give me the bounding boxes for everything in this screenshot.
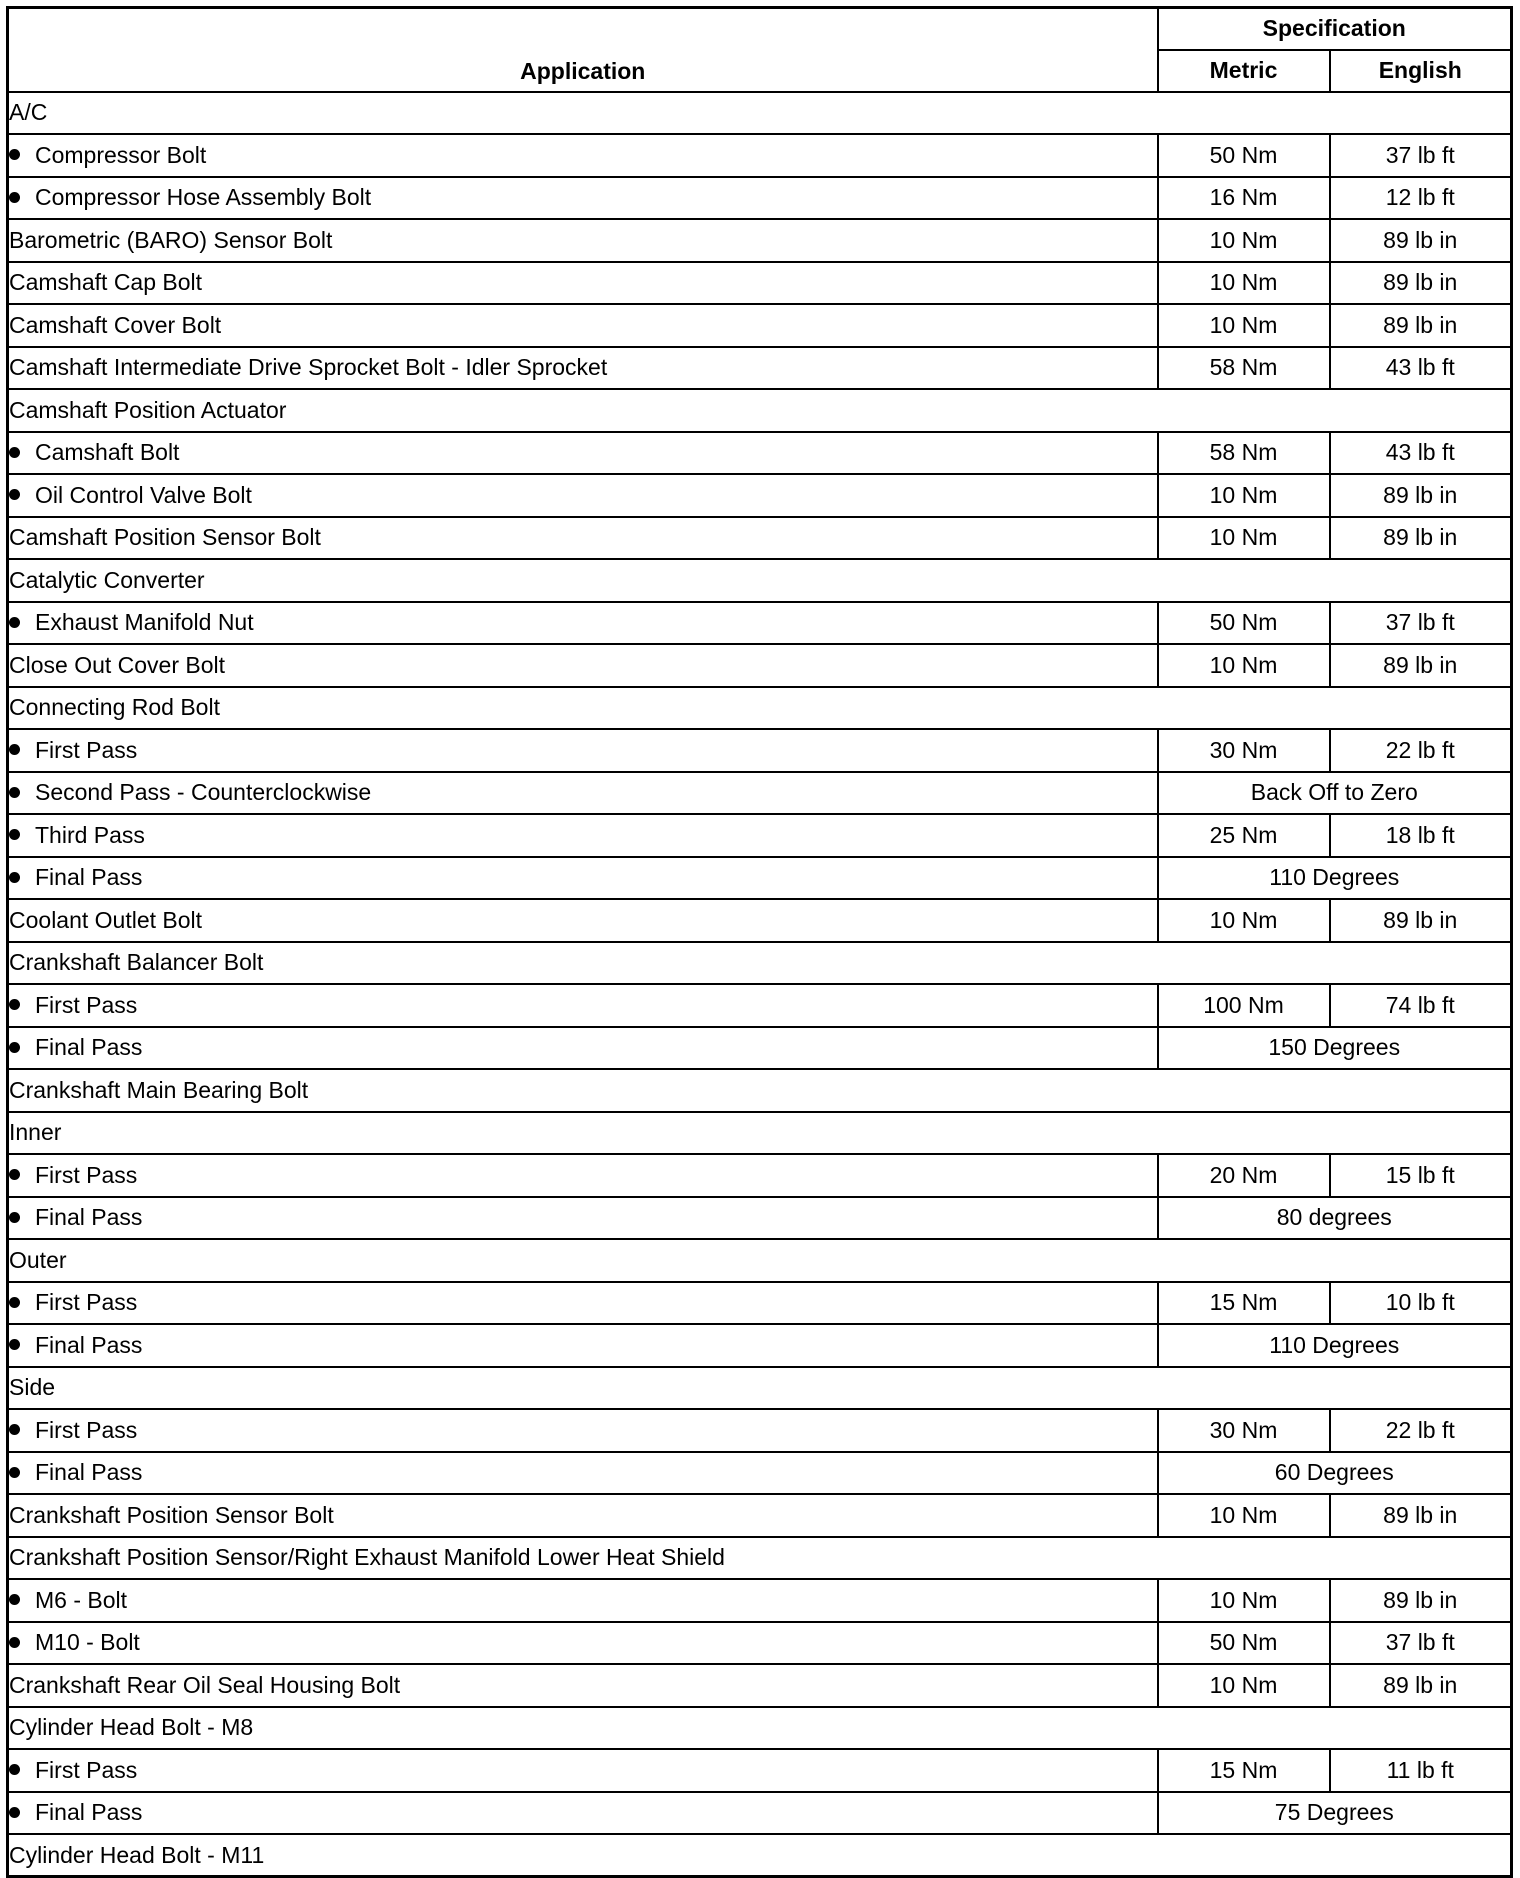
application-cell	[8, 1537, 1512, 1580]
english-value: 10 lb ft	[1330, 1282, 1512, 1325]
table-row	[8, 347, 1512, 390]
table-row	[8, 559, 1512, 602]
english-value: 89 lb in	[1330, 899, 1512, 942]
english-value: 43 lb ft	[1330, 432, 1512, 475]
metric-value: 15 Nm	[1158, 1749, 1330, 1792]
application-label: First Pass	[35, 1416, 138, 1443]
table-row	[8, 1452, 1512, 1495]
english-value: 43 lb ft	[1330, 347, 1512, 390]
application-label: First Pass	[35, 1289, 138, 1316]
table-row	[8, 134, 1512, 177]
application-cell	[8, 1494, 1158, 1537]
table-row	[8, 1069, 1512, 1112]
table-row	[8, 1282, 1512, 1325]
combined-spec-value: Back Off to Zero	[1158, 772, 1512, 815]
combined-spec-value: 150 Degrees	[1158, 1027, 1512, 1070]
metric-value: 25 Nm	[1158, 814, 1330, 857]
table-row	[8, 1579, 1512, 1622]
application-header: Application	[8, 8, 1158, 92]
application-cell	[8, 1452, 1158, 1495]
bullet-icon	[9, 744, 20, 755]
application-cell	[8, 559, 1512, 602]
table-row	[8, 92, 1512, 135]
application-cell	[8, 304, 1158, 347]
application-label: First Pass	[35, 736, 138, 763]
application-cell	[8, 1749, 1158, 1792]
bullet-icon	[9, 787, 20, 798]
application-cell	[8, 1112, 1512, 1155]
english-value: 22 lb ft	[1330, 1409, 1512, 1452]
metric-value: 100 Nm	[1158, 984, 1330, 1027]
application-label: Camshaft Position Sensor Bolt	[9, 524, 321, 551]
application-label: Compressor Hose Assembly Bolt	[35, 184, 372, 211]
application-cell	[8, 389, 1512, 432]
combined-spec-value: 110 Degrees	[1158, 1324, 1512, 1367]
application-label: Oil Control Valve Bolt	[35, 481, 252, 508]
application-cell	[8, 1409, 1158, 1452]
table-row	[8, 389, 1512, 432]
application-cell	[8, 1324, 1158, 1367]
application-label: Camshaft Position Actuator	[9, 396, 287, 423]
table-row	[8, 1324, 1512, 1367]
metric-value: 10 Nm	[1158, 304, 1330, 347]
english-value: 74 lb ft	[1330, 984, 1512, 1027]
table-row	[8, 772, 1512, 815]
application-label: Barometric (BARO) Sensor Bolt	[9, 226, 333, 253]
table-row	[8, 1707, 1512, 1750]
metric-value: 58 Nm	[1158, 432, 1330, 475]
application-cell	[8, 262, 1158, 305]
application-label: Final Pass	[35, 1204, 143, 1231]
bullet-icon	[9, 192, 20, 203]
application-label: Camshaft Bolt	[35, 439, 180, 466]
bullet-icon	[9, 489, 20, 500]
application-label: Third Pass	[35, 821, 145, 848]
table-row	[8, 1367, 1512, 1410]
application-cell	[8, 644, 1158, 687]
english-value: 89 lb in	[1330, 304, 1512, 347]
application-cell	[8, 899, 1158, 942]
table-row	[8, 687, 1512, 730]
english-value: 89 lb in	[1330, 1494, 1512, 1537]
bullet-icon	[9, 447, 20, 458]
bullet-icon	[9, 1212, 20, 1223]
table-row	[8, 304, 1512, 347]
table-row	[8, 474, 1512, 517]
english-value: 12 lb ft	[1330, 177, 1512, 220]
application-cell	[8, 814, 1158, 857]
metric-value: 10 Nm	[1158, 1494, 1330, 1537]
spec-table-body	[8, 92, 1512, 1877]
application-cell	[8, 347, 1158, 390]
application-label: Final Pass	[35, 1799, 143, 1826]
bullet-icon	[9, 1637, 20, 1648]
table-row	[8, 1749, 1512, 1792]
table-row	[8, 1622, 1512, 1665]
table-row	[8, 177, 1512, 220]
application-cell	[8, 1622, 1158, 1665]
metric-value: 50 Nm	[1158, 134, 1330, 177]
table-row	[8, 262, 1512, 305]
application-label: Final Pass	[35, 864, 143, 891]
table-row	[8, 899, 1512, 942]
metric-header: Metric	[1158, 50, 1330, 92]
english-header: English	[1330, 50, 1512, 92]
application-label: Crankshaft Main Bearing Bolt	[9, 1076, 309, 1103]
table-row	[8, 432, 1512, 475]
bullet-icon	[9, 1807, 20, 1818]
table-row	[8, 1197, 1512, 1240]
english-value: 89 lb in	[1330, 219, 1512, 262]
application-cell	[8, 1792, 1158, 1835]
application-cell	[8, 1579, 1158, 1622]
english-value: 89 lb in	[1330, 644, 1512, 687]
application-label: Final Pass	[35, 1034, 143, 1061]
bullet-icon	[9, 1467, 20, 1478]
application-cell	[8, 1664, 1158, 1707]
table-row	[8, 1792, 1512, 1835]
bullet-icon	[9, 1339, 20, 1350]
english-value: 11 lb ft	[1330, 1749, 1512, 1792]
metric-value: 30 Nm	[1158, 1409, 1330, 1452]
bullet-icon	[9, 1764, 20, 1775]
application-cell	[8, 687, 1512, 730]
table-row	[8, 644, 1512, 687]
application-label: Inner	[9, 1119, 62, 1146]
english-value: 37 lb ft	[1330, 602, 1512, 645]
application-cell	[8, 1834, 1512, 1877]
bullet-icon	[9, 872, 20, 883]
application-label: First Pass	[35, 1161, 138, 1188]
table-row	[8, 1834, 1512, 1877]
application-label: Second Pass - Counterclockwise	[35, 779, 372, 806]
table-row	[8, 602, 1512, 645]
bullet-icon	[9, 1424, 20, 1435]
application-label: M6 - Bolt	[35, 1586, 128, 1613]
application-label: Crankshaft Position Sensor Bolt	[9, 1501, 334, 1528]
english-value: 18 lb ft	[1330, 814, 1512, 857]
table-row	[8, 1494, 1512, 1537]
combined-spec-value: 60 Degrees	[1158, 1452, 1512, 1495]
metric-value: 10 Nm	[1158, 644, 1330, 687]
metric-value: 15 Nm	[1158, 1282, 1330, 1325]
bullet-icon	[9, 1297, 20, 1308]
application-cell	[8, 1154, 1158, 1197]
bullet-icon	[9, 1169, 20, 1180]
application-label: Catalytic Converter	[9, 566, 205, 593]
english-value: 89 lb in	[1330, 1664, 1512, 1707]
application-label: A/C	[9, 99, 48, 126]
metric-value: 30 Nm	[1158, 729, 1330, 772]
metric-value: 10 Nm	[1158, 262, 1330, 305]
english-value: 37 lb ft	[1330, 1622, 1512, 1665]
bullet-icon	[9, 829, 20, 840]
application-label: Crankshaft Rear Oil Seal Housing Bolt	[9, 1671, 401, 1698]
application-cell	[8, 1239, 1512, 1282]
combined-spec-value: 110 Degrees	[1158, 857, 1512, 900]
combined-spec-value: 75 Degrees	[1158, 1792, 1512, 1835]
bullet-icon	[9, 1042, 20, 1053]
metric-value: 10 Nm	[1158, 1579, 1330, 1622]
application-cell	[8, 857, 1158, 900]
application-cell	[8, 134, 1158, 177]
table-row	[8, 1409, 1512, 1452]
application-cell	[8, 1027, 1158, 1070]
english-value: 15 lb ft	[1330, 1154, 1512, 1197]
application-label: Compressor Bolt	[35, 141, 207, 168]
metric-value: 10 Nm	[1158, 517, 1330, 560]
application-label: Outer	[9, 1246, 67, 1273]
application-cell	[8, 984, 1158, 1027]
application-cell	[8, 177, 1158, 220]
application-label: Close Out Cover Bolt	[9, 651, 226, 678]
table-row	[8, 219, 1512, 262]
application-label: Crankshaft Balancer Bolt	[9, 949, 264, 976]
application-cell	[8, 1197, 1158, 1240]
table-row	[8, 729, 1512, 772]
application-cell	[8, 1367, 1512, 1410]
specification-header: Specification	[1158, 8, 1512, 50]
application-cell	[8, 474, 1158, 517]
table-row	[8, 857, 1512, 900]
metric-value: 58 Nm	[1158, 347, 1330, 390]
application-cell	[8, 729, 1158, 772]
table-row	[8, 1664, 1512, 1707]
metric-value: 20 Nm	[1158, 1154, 1330, 1197]
english-value: 22 lb ft	[1330, 729, 1512, 772]
metric-value: 10 Nm	[1158, 1664, 1330, 1707]
application-label: Coolant Outlet Bolt	[9, 906, 203, 933]
application-cell	[8, 1707, 1512, 1750]
application-label: Camshaft Cap Bolt	[9, 269, 203, 296]
table-row	[8, 814, 1512, 857]
table-row	[8, 517, 1512, 560]
application-label: Exhaust Manifold Nut	[35, 609, 254, 636]
application-label: Final Pass	[35, 1459, 143, 1486]
bullet-icon	[9, 1594, 20, 1605]
table-row	[8, 1239, 1512, 1282]
table-row	[8, 942, 1512, 985]
metric-value: 16 Nm	[1158, 177, 1330, 220]
application-label: Camshaft Intermediate Drive Sprocket Bolt - Idler Sprocket	[9, 354, 608, 381]
metric-value: 10 Nm	[1158, 899, 1330, 942]
metric-value: 10 Nm	[1158, 219, 1330, 262]
application-label: First Pass	[35, 991, 138, 1018]
english-value: 89 lb in	[1330, 474, 1512, 517]
english-value: 89 lb in	[1330, 517, 1512, 560]
metric-value: 50 Nm	[1158, 602, 1330, 645]
application-label: Cylinder Head Bolt - M11	[9, 1841, 265, 1868]
application-label: First Pass	[35, 1756, 138, 1783]
application-cell	[8, 942, 1512, 985]
application-cell	[8, 1282, 1158, 1325]
application-label: Connecting Rod Bolt	[9, 694, 220, 721]
torque-spec-table	[6, 6, 1513, 1878]
bullet-icon	[9, 149, 20, 160]
application-cell	[8, 219, 1158, 262]
english-value: 37 lb ft	[1330, 134, 1512, 177]
application-cell	[8, 517, 1158, 560]
metric-value: 50 Nm	[1158, 1622, 1330, 1665]
table-row	[8, 1112, 1512, 1155]
application-cell	[8, 92, 1512, 135]
table-row	[8, 1537, 1512, 1580]
application-cell	[8, 772, 1158, 815]
application-label: Side	[9, 1374, 56, 1401]
application-cell	[8, 602, 1158, 645]
combined-spec-value: 80 degrees	[1158, 1197, 1512, 1240]
application-label: M10 - Bolt	[35, 1629, 140, 1656]
bullet-icon	[9, 999, 20, 1010]
application-cell	[8, 1069, 1512, 1112]
application-label: Crankshaft Position Sensor/Right Exhaust Manifold Lower Heat Shield	[9, 1544, 725, 1571]
application-label: Cylinder Head Bolt - M8	[9, 1714, 254, 1741]
table-row	[8, 984, 1512, 1027]
application-cell	[8, 432, 1158, 475]
english-value: 89 lb in	[1330, 262, 1512, 305]
application-label: Camshaft Cover Bolt	[9, 311, 222, 338]
table-row	[8, 1027, 1512, 1070]
metric-value: 10 Nm	[1158, 474, 1330, 517]
english-value: 89 lb in	[1330, 1579, 1512, 1622]
bullet-icon	[9, 617, 20, 628]
application-label: Final Pass	[35, 1331, 143, 1358]
table-row	[8, 1154, 1512, 1197]
